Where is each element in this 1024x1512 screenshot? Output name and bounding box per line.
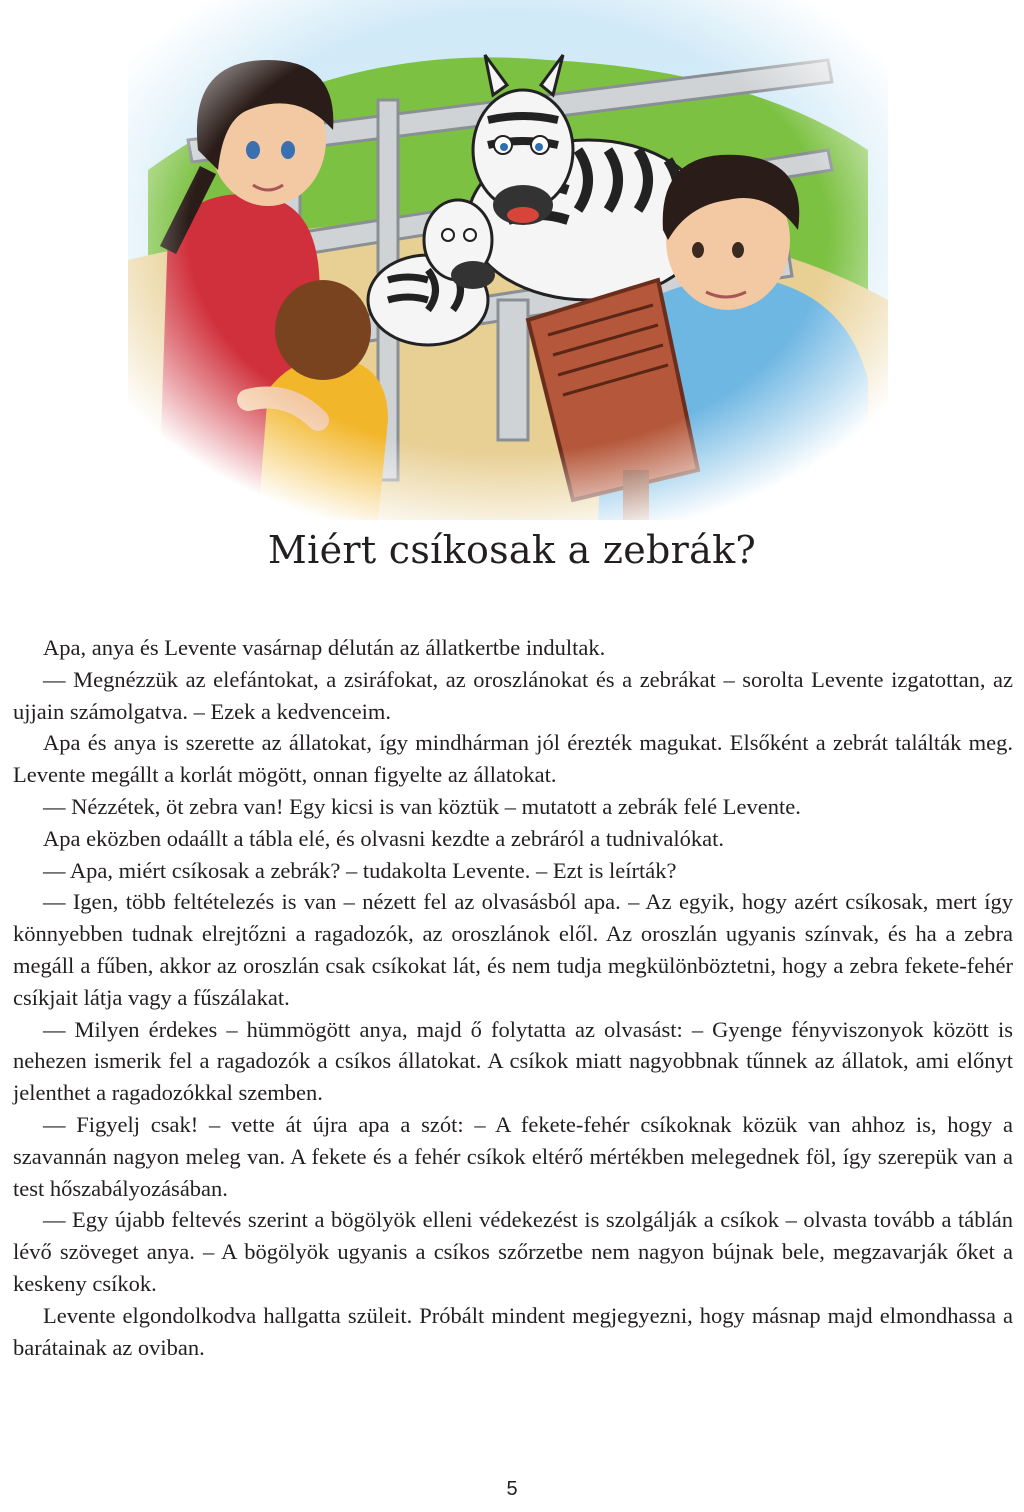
story-text	[13, 632, 1013, 1363]
page-number: 5	[506, 1478, 518, 1500]
paragraph: — Nézzétek, öt zebra van! Egy kicsi is van köztük – mutatott a zebrák felé Levente.	[43, 793, 801, 819]
paragraph: — Apa, miért csíkosak a zebrák? – tudakolta Levente. – Ezt is leírták?	[43, 857, 677, 883]
page-title: Miért csíkosak a zebrák?	[267, 528, 757, 572]
paragraph: — Igen, több feltételezés is van – nézett fel az olvasásból apa. – Az egyik, hogy azért csíkosak, mert így könnyebben tudnak elrejtőzni a ragadozók, az oroszlánok elől. Az oroszlán ugyanis színvak, és ha a zebra megáll a fűben, akkor az oroszlán csak csíkokat lát, és nem tudja megkülönböztetni, hogy a zebra fekete-fehér csíkjait látja vagy a fűszálakat.	[13, 889, 1013, 1010]
paragraph: — Milyen érdekes – hümmögött anya, majd ő folytatta az olvasást: – Gyenge fényviszonyok között is nehezen ismerik fel a ragadozók a csíkos állatokat. A csíkok miatt nagyobbnak tűnnek az állatok, ami előnyt jelenthet a ragadozókkal szemben.	[13, 1016, 1013, 1106]
paragraph: Levente elgondolkodva hallgatta szüleit. Próbált mindent megjegyezni, hogy másnap majd elmondhassa a barátainak az oviban.	[13, 1302, 1013, 1360]
paragraph: — Figyelj csak! – vette át újra apa a szót: – A fekete-fehér csíkoknak közük van ahhoz is, hogy a szavannán nagyon meleg van. A fekete és a fehér csíkok eltérő mértékben melegednek föl, így szerepük van a test hőszabályozásában.	[13, 1111, 1013, 1201]
family-at-zoo-zebras-illustration	[128, 0, 888, 520]
paragraph: Apa és anya is szerette az állatokat, így mindhárman jól érezték magukat. Elsőként a zebrát találták meg. Levente megállt a korlát mögött, onnan figyelte az állatokat.	[13, 730, 1013, 788]
paragraph: — Egy újabb feltevés szerint a bögölyök elleni védekezést is szolgálják a csíkok – olvasta tovább a táblán lévő szöveget anya. – A bögölyök ugyanis a csíkos szőrzetbe nem nagyon bújnak bele, megzavarják őket a keskeny csíkok.	[13, 1207, 1013, 1296]
paragraph: Apa eközben odaállt a tábla elé, és olvasni kezdte a zebráról a tudnivalókat.	[43, 825, 724, 851]
paragraph: Apa, anya és Levente vasárnap délután az állatkertbe indultak.	[43, 635, 606, 660]
paragraph: — Megnézzük az elefántokat, a zsiráfokat, az oroszlánokat és a zebrákat – sorolta Levente izgatottan, az ujjain számolgatva. – Ezek a kedvenceim.	[13, 666, 1013, 724]
